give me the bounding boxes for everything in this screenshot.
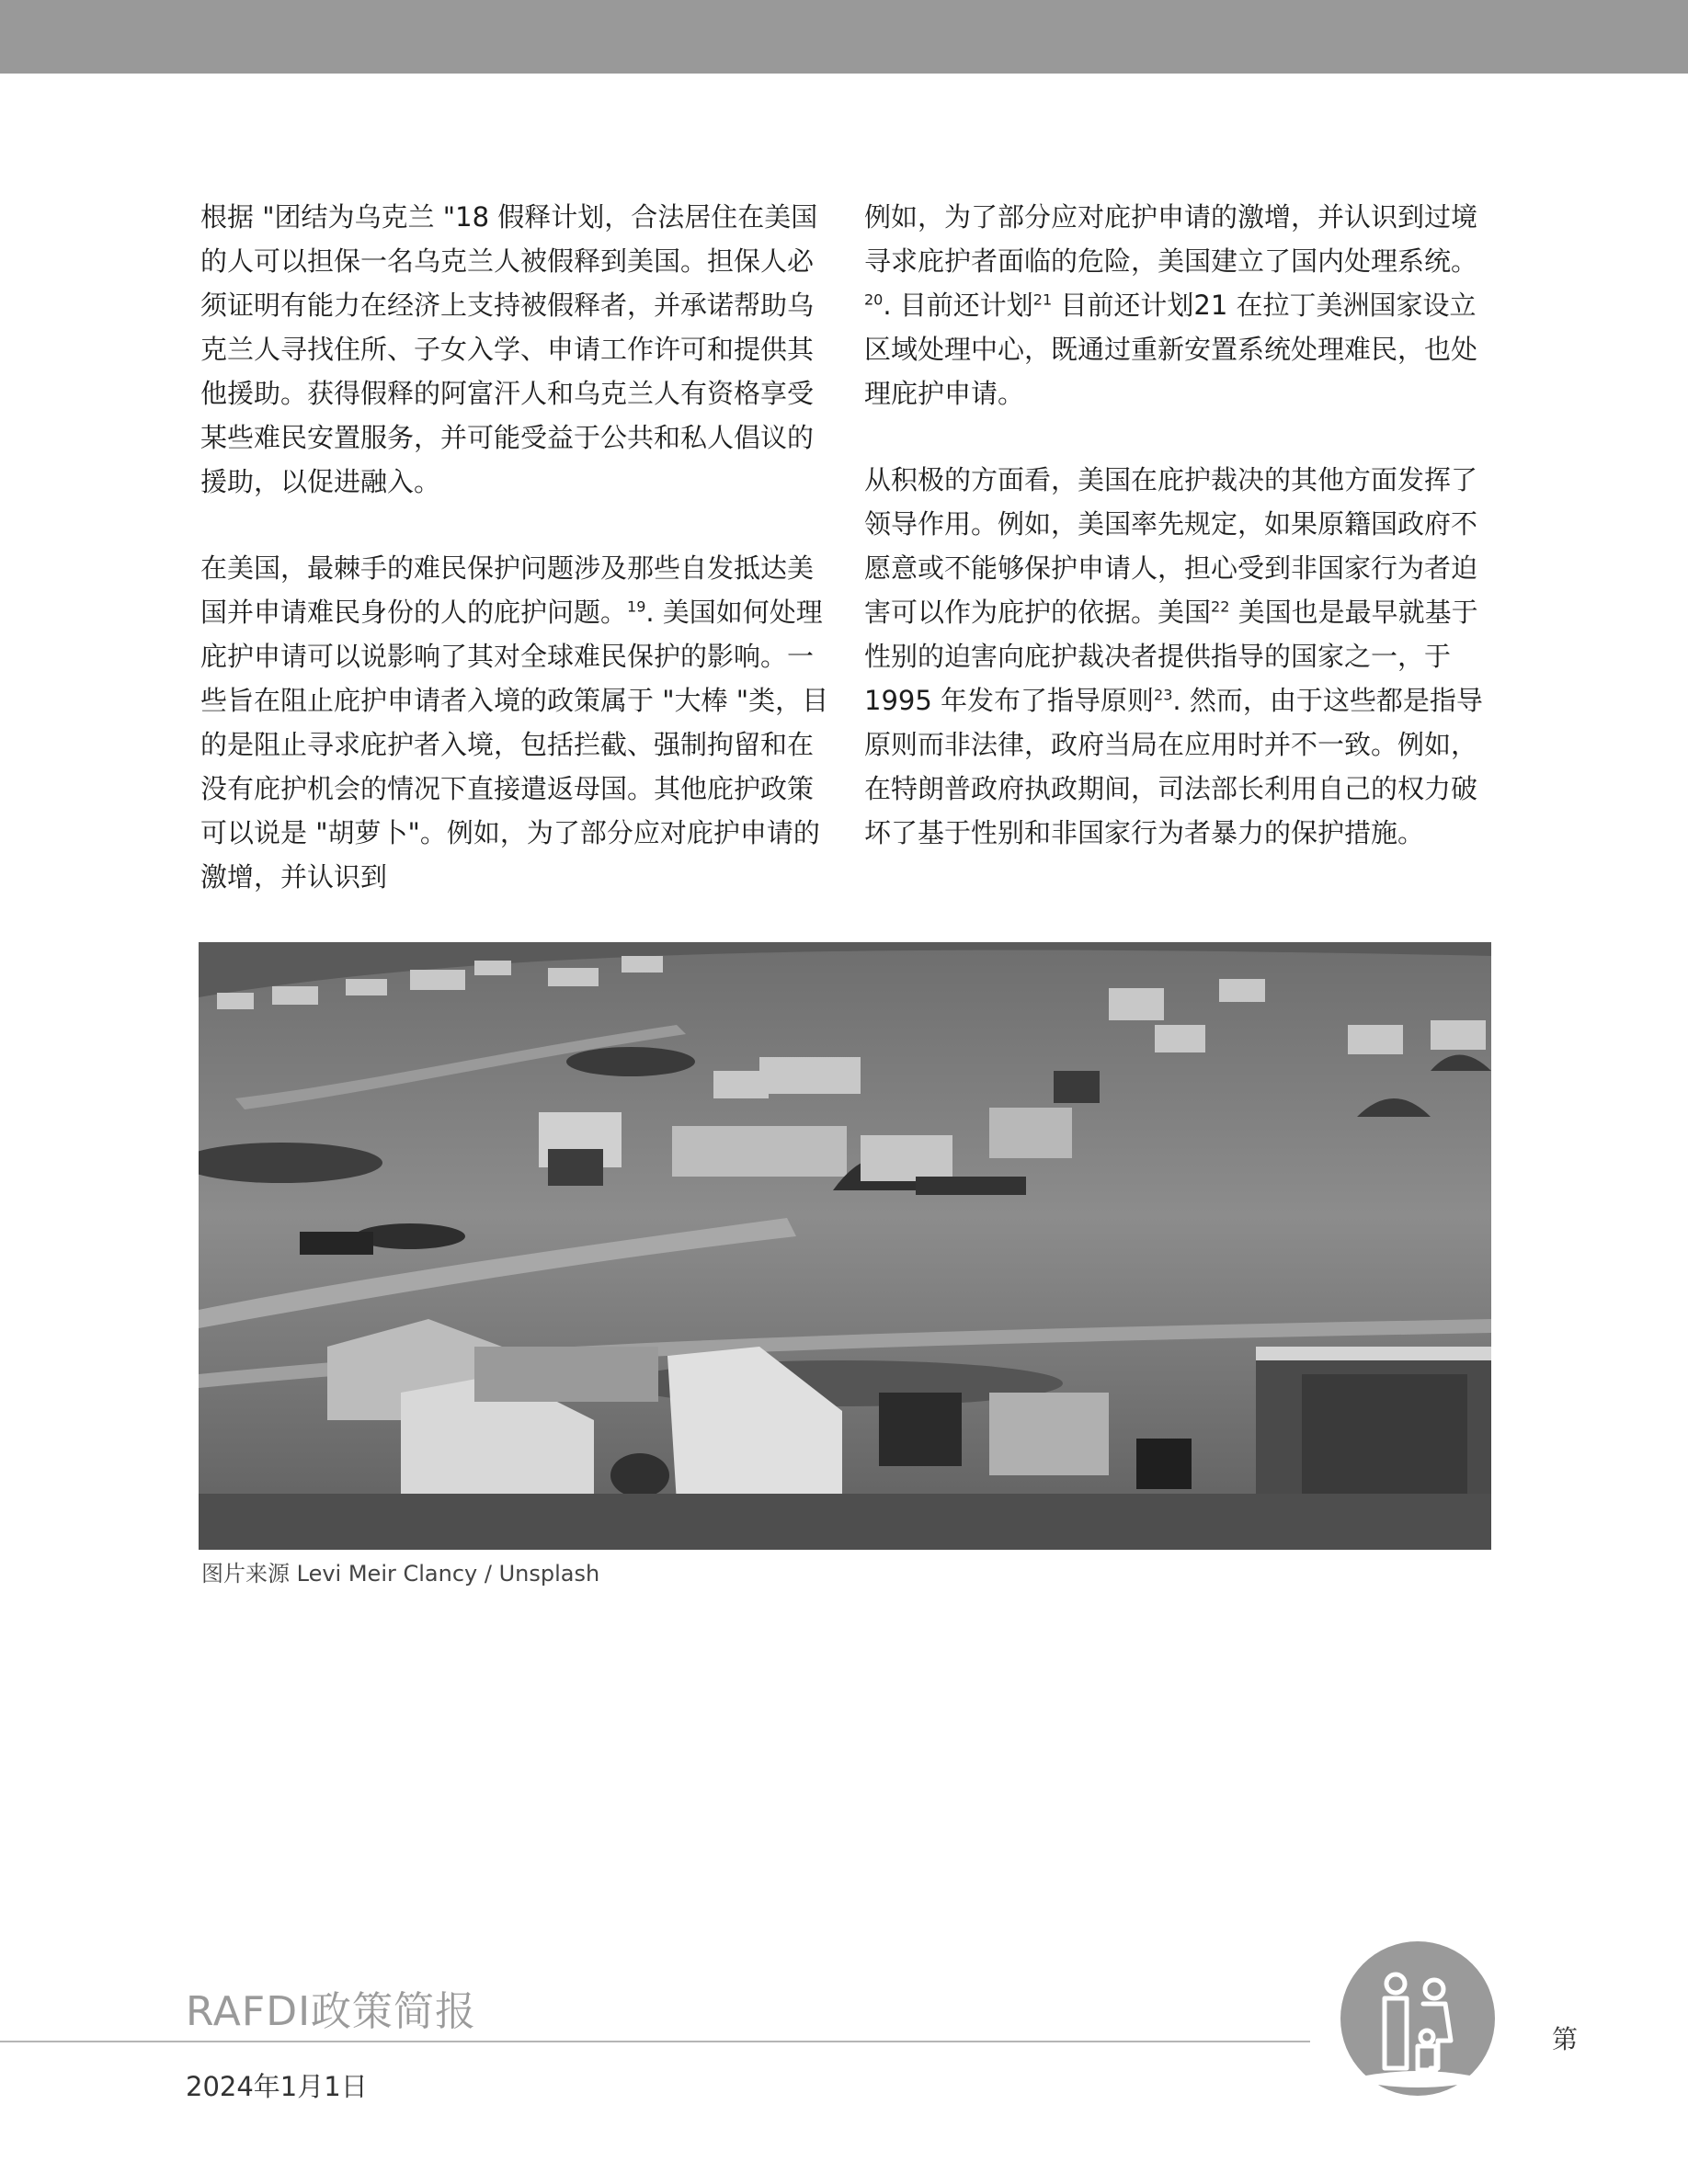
right-paragraph-1 (864, 195, 1499, 415)
left-column (200, 195, 835, 941)
footnote-ref: 20 (864, 290, 884, 309)
text-run: 目前还计划21 在拉丁美洲国家设立区域处理中心，既通过重新安置系统处理难民，也处理庇护申请。 (864, 290, 1478, 409)
footnote-ref: 22 (1211, 597, 1230, 616)
text-run: . 美国如何处理庇护申请可以说影响了其对全球难民保护的影响。一些旨在阻止庇护申请者入境的政策属于 "大棒 "类，目的是阻止寻求庇护者入境，包括拦截、强制拘留和在没有庇护机会的情况下直接遣返母国。其他庇护政策可以说是 "胡萝卜"。例如，为了部分应对庇护申请的激增，并认识到 (200, 597, 829, 893)
text-run: 例如，为了部分应对庇护申请的激增，并认识到过境寻求庇护者面临的危险，美国建立了国内处理系统。 (864, 201, 1478, 277)
footnote-ref: 23 (1154, 686, 1173, 704)
left-paragraph-1: 根据 "团结为乌克兰 "18 假释计划，合法居住在美国的人可以担保一名乌克兰人被假释到美国。担保人必须证明有能力在经济上支持被假释者，并承诺帮助乌克兰人寻找住所、子女入学、申请工作许可和提供其他援助。获得假释的阿富汗人和乌克兰人有资格享受某些难民安置服务，并可能受益于公共和私人倡议的援助，以促进融入。 (200, 201, 818, 497)
text-run: 在美国，最棘手的难民保护问题涉及那些自发抵达美国并申请难民身份的人的庇护问题。 (200, 552, 815, 628)
page-number-label: 第 (1552, 2024, 1579, 2054)
footer-divider (0, 2041, 1310, 2042)
footnote-ref: 19 (627, 597, 646, 616)
left-paragraph-2 (200, 546, 835, 899)
refugee-camp-photo (199, 942, 1491, 1550)
text-run: 美国也是最早就基于性别的迫害向庇护裁决者提供指导的国家之一，于 1995 年发布了指导原则 (864, 597, 1478, 716)
right-paragraph-2 (864, 458, 1499, 855)
text-run: 从积极的方面看，美国在庇护裁决的其他方面发挥了领导作用。例如，美国率先规定，如果原籍国政府不愿意或不能够保护申请人，担心受到非国家行为者迫害可以作为庇护的依据。美国 (864, 464, 1478, 628)
text-run: . 然而，由于这些都是指导原则而非法律，政府当局在应用时并不一致。例如，在特朗普政府执政期间，司法部长利用自己的权力破坏了基于性别和非国家行为者暴力的保护措施。 (864, 685, 1483, 848)
family-icon (1335, 1941, 1500, 2107)
footer-title: RAFDI政策简报 (186, 1988, 477, 2035)
text-run: . 目前还计划 (883, 290, 1033, 321)
top-bar (0, 0, 1688, 74)
footnote-ref: 21 (1032, 290, 1053, 309)
photo-caption: 图片来源 Levi Meir Clancy / Unsplash (201, 1561, 600, 1587)
footer-date: 2024年1月1日 (186, 2071, 368, 2102)
right-column (864, 195, 1499, 897)
